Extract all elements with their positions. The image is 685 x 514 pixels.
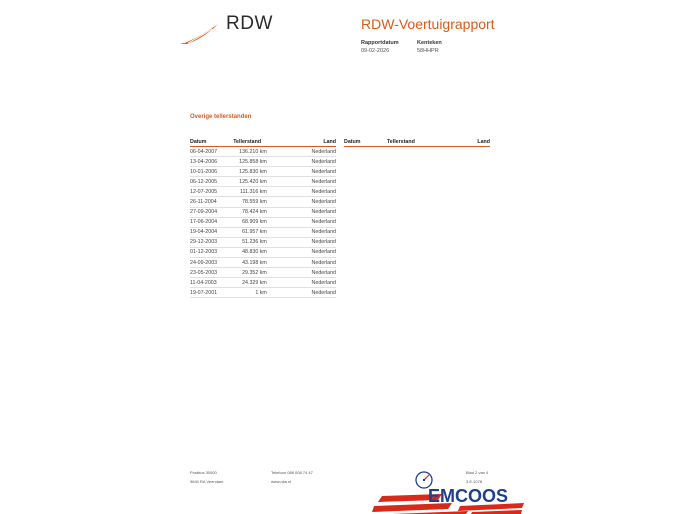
- table-row: [190, 207, 336, 217]
- col-country-header: Land: [421, 138, 490, 147]
- row-odometer: 78.559 km: [229, 197, 267, 207]
- footer-phone: Telefoon 088 008 74 47: [271, 470, 313, 475]
- row-odometer: 51.236 km: [229, 237, 267, 247]
- row-country: Nederland: [267, 167, 336, 177]
- footer-code: 3.E.1078: [466, 479, 483, 484]
- emcoos-dealer-logo: [372, 466, 524, 514]
- table-row: [190, 217, 336, 227]
- row-date: 01-12-2003: [190, 247, 229, 257]
- row-date: 10-01-2006: [190, 167, 229, 177]
- table-row: [190, 237, 336, 247]
- row-date: 06-04-2007: [190, 147, 229, 157]
- row-date: 12-07-2005: [190, 187, 229, 197]
- report-title: RDW-Voertuigrapport: [361, 16, 495, 32]
- table-row: [190, 197, 336, 207]
- row-country: Nederland: [267, 177, 336, 187]
- footer-website[interactable]: www.rdw.nl: [271, 479, 292, 484]
- row-date: 29-12-2003: [190, 237, 229, 247]
- row-odometer: 29.352 km: [229, 268, 267, 278]
- row-odometer: 111.316 km: [229, 187, 267, 197]
- emcoos-logo-text: EMCOOS: [428, 486, 509, 506]
- table-row: [190, 187, 336, 197]
- row-odometer: 125.420 km: [229, 177, 267, 187]
- section-title: Overige tellerstanden: [190, 114, 252, 120]
- row-country: Nederland: [267, 197, 336, 207]
- row-date: 26-11-2004: [190, 197, 229, 207]
- row-country: Nederland: [267, 278, 336, 288]
- plate-label: Kenteken: [417, 40, 442, 46]
- odometer-table-2: [344, 138, 490, 147]
- col-date-header: Datum: [190, 138, 229, 147]
- row-odometer: 125.830 km: [229, 167, 267, 177]
- row-odometer: 68.909 km: [229, 217, 267, 227]
- row-date: 11-04-2003: [190, 278, 229, 288]
- table-row: [190, 227, 336, 237]
- report-date-label: Rapportdatum: [361, 40, 399, 46]
- col-date-header: Datum: [344, 138, 383, 147]
- row-odometer: 125.858 km: [229, 157, 267, 167]
- row-country: Nederland: [267, 157, 336, 167]
- rdw-logo-icon: [178, 22, 220, 46]
- table-row: [190, 278, 336, 288]
- row-date: 27-09-2004: [190, 207, 229, 217]
- row-country: Nederland: [267, 217, 336, 227]
- report-date-value: 09-02-2026: [361, 48, 390, 54]
- row-date: 19-07-2001: [190, 288, 229, 298]
- row-odometer: 61.957 km: [229, 227, 267, 237]
- table-row: [190, 258, 336, 268]
- row-country: Nederland: [267, 207, 336, 217]
- col-odometer-header: Tellerstand: [383, 138, 421, 147]
- row-date: 23-05-2003: [190, 268, 229, 278]
- row-date: 24-09-2003: [190, 258, 229, 268]
- table-row: [190, 167, 336, 177]
- row-odometer: 78.424 km: [229, 207, 267, 217]
- odometer-table-body: [190, 147, 336, 298]
- table-row: [190, 147, 336, 157]
- row-country: Nederland: [267, 147, 336, 157]
- row-country: Nederland: [267, 187, 336, 197]
- row-country: Nederland: [267, 247, 336, 257]
- row-country: Nederland: [267, 258, 336, 268]
- row-date: 19-04-2004: [190, 227, 229, 237]
- table-row: [190, 247, 336, 257]
- table-row: [190, 177, 336, 187]
- table-header-row: [190, 138, 336, 147]
- row-odometer: 136.210 km: [229, 147, 267, 157]
- row-date: 13-04-2006: [190, 157, 229, 167]
- rdw-logo-text: RDW: [226, 13, 273, 34]
- row-odometer: 1 km: [229, 288, 267, 298]
- table-header-row: [344, 138, 490, 147]
- footer-address-line1: Postbus 30000: [190, 470, 217, 475]
- plate-value: 58HHPR: [417, 48, 439, 54]
- row-odometer: 24.329 km: [229, 278, 267, 288]
- footer-page-number: Blad 2 van 4: [466, 470, 489, 475]
- row-country: Nederland: [267, 288, 336, 298]
- row-date: 06-12-2005: [190, 177, 229, 187]
- row-date: 17-06-2004: [190, 217, 229, 227]
- row-country: Nederland: [267, 268, 336, 278]
- row-country: Nederland: [267, 227, 336, 237]
- col-country-header: Land: [267, 138, 336, 147]
- table-row: [190, 288, 336, 298]
- col-odometer-header: Tellerstand: [229, 138, 267, 147]
- row-odometer: 48.830 km: [229, 247, 267, 257]
- row-country: Nederland: [267, 237, 336, 247]
- table-row: [190, 157, 336, 167]
- row-odometer: 43.198 km: [229, 258, 267, 268]
- table-row: [190, 268, 336, 278]
- footer-address-line2: 9640 RA Veendam: [190, 479, 224, 484]
- odometer-table: [190, 138, 336, 298]
